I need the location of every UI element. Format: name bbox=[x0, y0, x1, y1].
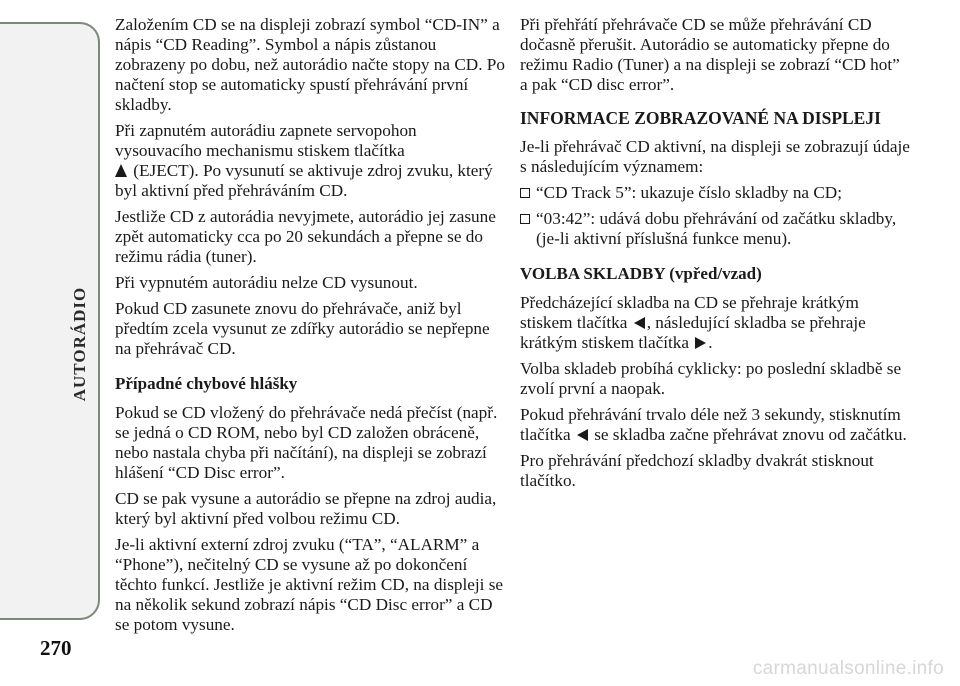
section-label: AUTORÁDIO bbox=[70, 286, 89, 402]
section-heading: Případné chybové hlášky bbox=[115, 374, 298, 393]
checkbox-bullet-icon bbox=[520, 188, 530, 198]
next-track-icon bbox=[695, 337, 706, 349]
list-item-text: “03:42”: udává dobu přehrávání od začátku skladby, (je-li aktivní příslušná funkce menu). bbox=[536, 209, 897, 248]
paragraph bbox=[520, 293, 910, 353]
paragraph: Jestliže CD z autorádia nevyjmete, autorádio jej zasune zpět automaticky cca po 20 sekundách a přepne se do režimu rádia (tuner). bbox=[115, 207, 496, 266]
page-number: 270 bbox=[40, 636, 72, 660]
paragraph-text: se skladba začne přehrávat znovu od začátku. bbox=[594, 425, 907, 444]
list-item bbox=[520, 209, 910, 249]
previous-track-icon bbox=[634, 317, 645, 329]
paragraph: Při vypnutém autorádiu nelze CD vysunout. bbox=[115, 273, 418, 292]
eject-icon bbox=[115, 164, 127, 177]
section-heading: VOLBA SKLADBY (vpřed/vzad) bbox=[520, 264, 762, 283]
right-column bbox=[520, 15, 910, 497]
paragraph-text: Při zapnutém autorádiu zapnete servopohon vysouvacího mechanismu stiskem tlačítka bbox=[115, 121, 417, 160]
paragraph: Pokud se CD vložený do přehrávače nedá přečíst (např. se jedná o CD ROM, nebo byl CD založen obráceně, nebo nastala chyba při načítání), na displeji se zobrazí hlášení “CD Disc error”. bbox=[115, 403, 498, 482]
paragraph bbox=[520, 405, 910, 445]
list-item-text: “CD Track 5”: ukazuje číslo skladby na CD; bbox=[536, 183, 842, 202]
paragraph-text: , následující skladba se přehraje krátkým stiskem tlačítka bbox=[520, 313, 866, 352]
paragraph: Je-li aktivní externí zdroj zvuku (“TA”, “ALARM” a “Phone”), nečitelný CD se vysune až po dokončení těchto funkcí. Jestliže je aktivní režim CD, na displeji se na několik sekund zobrazí nápis “CD Disc error” a CD se potom vysune. bbox=[115, 535, 504, 634]
previous-track-icon bbox=[577, 429, 588, 441]
paragraph: Pokud CD zasunete znovu do přehrávače, aniž byl předtím zcela vysunut ze zdířky autorádio se nepřepne na přehrávač CD. bbox=[115, 299, 490, 358]
paragraph bbox=[115, 121, 505, 201]
paragraph: Je-li přehrávač CD aktivní, na displeji se zobrazují údaje s následujícím významem: bbox=[520, 137, 910, 176]
section-heading: INFORMACE ZOBRAZOVANÉ NA DISPLEJI bbox=[520, 108, 881, 128]
paragraph-text: Předcházející skladba na CD se přehraje krátkým stiskem tlačítka bbox=[520, 293, 859, 332]
paragraph-text: Pokud přehrávání trvalo déle než 3 sekundy, stisknutím tlačítka bbox=[520, 405, 901, 444]
paragraph-text: . bbox=[708, 333, 713, 352]
list-item bbox=[520, 183, 910, 203]
paragraph: CD se pak vysune a autorádio se přepne na zdroj audia, který byl aktivní před volbou režimu CD. bbox=[115, 489, 497, 528]
left-column bbox=[115, 15, 505, 641]
paragraph: Založením CD se na displeji zobrazí symbol “CD-IN” a nápis “CD Reading”. Symbol a nápis zůstanou zobrazeny po dobu, než autorádio načte stopy na CD. Po načtení stop se automaticky spustí přehrávání první skladby. bbox=[115, 15, 505, 114]
paragraph: Pro přehrávání předchozí skladby dvakrát stisknout tlačítko. bbox=[520, 451, 874, 490]
sidebar-tab bbox=[0, 22, 100, 620]
paragraph: Volba skladeb probíhá cyklicky: po poslední skladbě se zvolí první a naopak. bbox=[520, 359, 902, 398]
watermark: carmanualsonline.info bbox=[752, 658, 944, 679]
checkbox-bullet-icon bbox=[520, 214, 530, 224]
paragraph: Při přehřátí přehrávače CD se může přehrávání CD dočasně přerušit. Autorádio se automaticky přepne do režimu Radio (Tuner) a na displeji se zobrazí “CD hot” a pak “CD disc error”. bbox=[520, 15, 900, 94]
paragraph-text: (EJECT). Po vysunutí se aktivuje zdroj zvuku, který byl aktivní před přehráváním CD. bbox=[115, 161, 493, 200]
